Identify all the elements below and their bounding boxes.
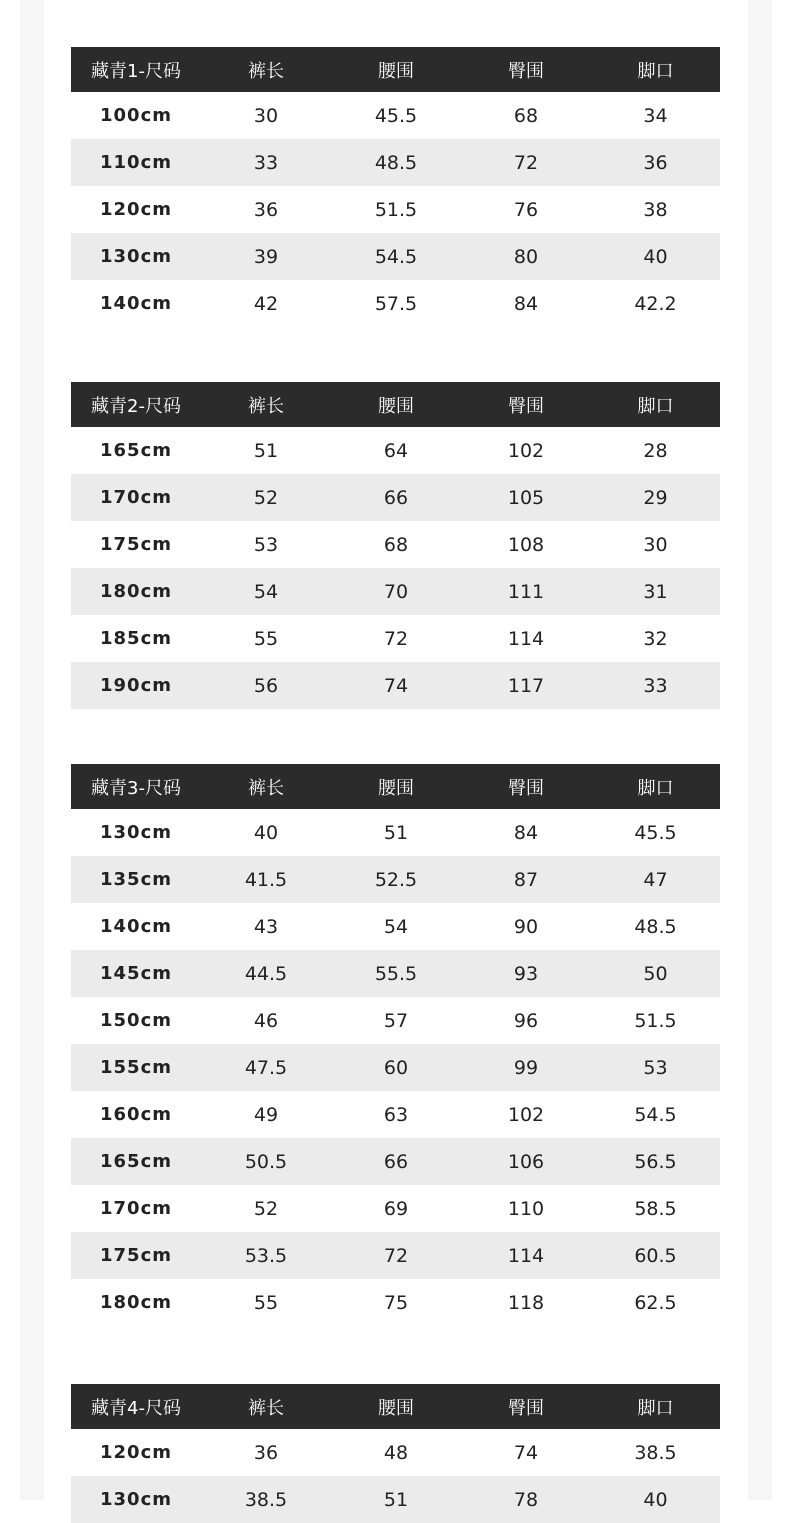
cell-leg-opening: 45.5 — [591, 809, 720, 856]
cell-pant-length: 42 — [201, 280, 331, 327]
cell-waist: 63 — [331, 1091, 461, 1138]
cell-leg-opening: 48.5 — [591, 903, 720, 950]
cell-pant-length: 53.5 — [201, 1232, 331, 1279]
header-pant-length: 裤长 — [201, 382, 331, 427]
cell-size: 120cm — [71, 1429, 201, 1476]
cell-size: 185cm — [71, 615, 201, 662]
cell-waist: 57.5 — [331, 280, 461, 327]
cell-hip: 76 — [461, 186, 591, 233]
cell-size: 170cm — [71, 474, 201, 521]
cell-pant-length: 47.5 — [201, 1044, 331, 1091]
table-row — [71, 1138, 720, 1185]
table-row — [71, 139, 720, 186]
cell-waist: 51.5 — [331, 186, 461, 233]
cell-hip: 84 — [461, 280, 591, 327]
table-row — [71, 1232, 720, 1279]
cell-pant-length: 55 — [201, 615, 331, 662]
cell-waist: 51 — [331, 809, 461, 856]
cell-hip: 72 — [461, 139, 591, 186]
cell-waist: 70 — [331, 568, 461, 615]
cell-leg-opening: 50 — [591, 950, 720, 997]
table-row — [71, 1429, 720, 1476]
cell-leg-opening: 38 — [591, 186, 720, 233]
cell-hip: 87 — [461, 856, 591, 903]
header-size: 藏青1-尺码 — [71, 47, 201, 92]
cell-size: 170cm — [71, 1185, 201, 1232]
header-waist: 腰围 — [331, 382, 461, 427]
table-row — [71, 568, 720, 615]
table-header-row — [71, 1384, 720, 1429]
cell-pant-length: 56 — [201, 662, 331, 709]
cell-size: 190cm — [71, 662, 201, 709]
table-row — [71, 1044, 720, 1091]
table-row — [71, 474, 720, 521]
cell-waist: 54.5 — [331, 233, 461, 280]
cell-hip: 106 — [461, 1138, 591, 1185]
cell-hip: 114 — [461, 1232, 591, 1279]
cell-leg-opening: 34 — [591, 92, 720, 139]
cell-size: 175cm — [71, 521, 201, 568]
cell-size: 140cm — [71, 903, 201, 950]
table-header-row — [71, 382, 720, 427]
cell-waist: 69 — [331, 1185, 461, 1232]
cell-waist: 52.5 — [331, 856, 461, 903]
cell-hip: 114 — [461, 615, 591, 662]
cell-hip: 96 — [461, 997, 591, 1044]
table-row — [71, 521, 720, 568]
cell-size: 130cm — [71, 809, 201, 856]
cell-pant-length: 46 — [201, 997, 331, 1044]
cell-hip: 68 — [461, 92, 591, 139]
header-waist: 腰围 — [331, 47, 461, 92]
cell-size: 135cm — [71, 856, 201, 903]
header-leg-opening: 脚口 — [591, 382, 720, 427]
cell-waist: 66 — [331, 1138, 461, 1185]
cell-leg-opening: 40 — [591, 1476, 720, 1523]
cell-size: 180cm — [71, 568, 201, 615]
cell-leg-opening: 30 — [591, 521, 720, 568]
cell-size: 150cm — [71, 997, 201, 1044]
size-table-2 — [71, 382, 720, 709]
header-hip: 臀围 — [461, 382, 591, 427]
cell-hip: 105 — [461, 474, 591, 521]
cell-leg-opening: 33 — [591, 662, 720, 709]
header-waist: 腰围 — [331, 1384, 461, 1429]
cell-size: 165cm — [71, 427, 201, 474]
cell-pant-length: 50.5 — [201, 1138, 331, 1185]
cell-waist: 51 — [331, 1476, 461, 1523]
cell-size: 110cm — [71, 139, 201, 186]
table-row — [71, 233, 720, 280]
size-table-4 — [71, 1384, 720, 1523]
size-table-1 — [71, 47, 720, 327]
cell-waist: 64 — [331, 427, 461, 474]
header-pant-length: 裤长 — [201, 47, 331, 92]
header-size: 藏青3-尺码 — [71, 764, 201, 809]
table-row — [71, 186, 720, 233]
cell-leg-opening: 40 — [591, 233, 720, 280]
header-pant-length: 裤长 — [201, 764, 331, 809]
cell-leg-opening: 28 — [591, 427, 720, 474]
cell-size: 175cm — [71, 1232, 201, 1279]
cell-leg-opening: 58.5 — [591, 1185, 720, 1232]
cell-leg-opening: 51.5 — [591, 997, 720, 1044]
cell-hip: 110 — [461, 1185, 591, 1232]
cell-leg-opening: 38.5 — [591, 1429, 720, 1476]
cell-waist: 48 — [331, 1429, 461, 1476]
cell-leg-opening: 47 — [591, 856, 720, 903]
cell-hip: 117 — [461, 662, 591, 709]
cell-hip: 80 — [461, 233, 591, 280]
cell-hip: 102 — [461, 1091, 591, 1138]
cell-pant-length: 36 — [201, 1429, 331, 1476]
header-pant-length: 裤长 — [201, 1384, 331, 1429]
cell-hip: 84 — [461, 809, 591, 856]
table-row — [71, 997, 720, 1044]
cell-pant-length: 41.5 — [201, 856, 331, 903]
cell-size: 120cm — [71, 186, 201, 233]
cell-size: 155cm — [71, 1044, 201, 1091]
cell-pant-length: 43 — [201, 903, 331, 950]
cell-pant-length: 39 — [201, 233, 331, 280]
header-leg-opening: 脚口 — [591, 1384, 720, 1429]
cell-size: 130cm — [71, 1476, 201, 1523]
header-leg-opening: 脚口 — [591, 47, 720, 92]
cell-leg-opening: 32 — [591, 615, 720, 662]
cell-waist: 72 — [331, 1232, 461, 1279]
header-hip: 臀围 — [461, 47, 591, 92]
cell-hip: 99 — [461, 1044, 591, 1091]
cell-waist: 48.5 — [331, 139, 461, 186]
table-row — [71, 615, 720, 662]
table-row — [71, 280, 720, 327]
header-size: 藏青4-尺码 — [71, 1384, 201, 1429]
cell-hip: 93 — [461, 950, 591, 997]
cell-hip: 111 — [461, 568, 591, 615]
table-row — [71, 1279, 720, 1326]
right-border-band — [748, 0, 772, 1500]
cell-leg-opening: 62.5 — [591, 1279, 720, 1326]
cell-pant-length: 52 — [201, 1185, 331, 1232]
cell-waist: 68 — [331, 521, 461, 568]
cell-pant-length: 33 — [201, 139, 331, 186]
cell-pant-length: 54 — [201, 568, 331, 615]
cell-hip: 102 — [461, 427, 591, 474]
left-border-band — [20, 0, 44, 1500]
cell-waist: 75 — [331, 1279, 461, 1326]
cell-size: 130cm — [71, 233, 201, 280]
header-size: 藏青2-尺码 — [71, 382, 201, 427]
cell-waist: 74 — [331, 662, 461, 709]
table-row — [71, 903, 720, 950]
table-header-row — [71, 47, 720, 92]
cell-hip: 78 — [461, 1476, 591, 1523]
cell-hip: 74 — [461, 1429, 591, 1476]
cell-pant-length: 52 — [201, 474, 331, 521]
cell-size: 140cm — [71, 280, 201, 327]
cell-size: 145cm — [71, 950, 201, 997]
cell-leg-opening: 60.5 — [591, 1232, 720, 1279]
cell-leg-opening: 56.5 — [591, 1138, 720, 1185]
cell-hip: 90 — [461, 903, 591, 950]
cell-pant-length: 55 — [201, 1279, 331, 1326]
table-row — [71, 856, 720, 903]
size-table-3 — [71, 764, 720, 1326]
cell-hip: 108 — [461, 521, 591, 568]
cell-waist: 66 — [331, 474, 461, 521]
cell-pant-length: 53 — [201, 521, 331, 568]
cell-waist: 45.5 — [331, 92, 461, 139]
table-row — [71, 1185, 720, 1232]
cell-leg-opening: 42.2 — [591, 280, 720, 327]
cell-pant-length: 40 — [201, 809, 331, 856]
cell-size: 165cm — [71, 1138, 201, 1185]
header-hip: 臀围 — [461, 1384, 591, 1429]
cell-size: 100cm — [71, 92, 201, 139]
cell-pant-length: 51 — [201, 427, 331, 474]
cell-size: 160cm — [71, 1091, 201, 1138]
cell-leg-opening: 31 — [591, 568, 720, 615]
header-leg-opening: 脚口 — [591, 764, 720, 809]
cell-pant-length: 49 — [201, 1091, 331, 1138]
cell-pant-length: 36 — [201, 186, 331, 233]
header-waist: 腰围 — [331, 764, 461, 809]
cell-waist: 54 — [331, 903, 461, 950]
cell-leg-opening: 54.5 — [591, 1091, 720, 1138]
cell-pant-length: 38.5 — [201, 1476, 331, 1523]
cell-leg-opening: 53 — [591, 1044, 720, 1091]
cell-pant-length: 44.5 — [201, 950, 331, 997]
cell-waist: 55.5 — [331, 950, 461, 997]
cell-leg-opening: 36 — [591, 139, 720, 186]
table-row — [71, 1091, 720, 1138]
table-row — [71, 950, 720, 997]
cell-size: 180cm — [71, 1279, 201, 1326]
cell-waist: 60 — [331, 1044, 461, 1091]
cell-hip: 118 — [461, 1279, 591, 1326]
cell-waist: 57 — [331, 997, 461, 1044]
table-header-row — [71, 764, 720, 809]
cell-leg-opening: 29 — [591, 474, 720, 521]
cell-waist: 72 — [331, 615, 461, 662]
cell-pant-length: 30 — [201, 92, 331, 139]
table-row — [71, 92, 720, 139]
table-row — [71, 427, 720, 474]
table-row — [71, 809, 720, 856]
table-row — [71, 662, 720, 709]
header-hip: 臀围 — [461, 764, 591, 809]
